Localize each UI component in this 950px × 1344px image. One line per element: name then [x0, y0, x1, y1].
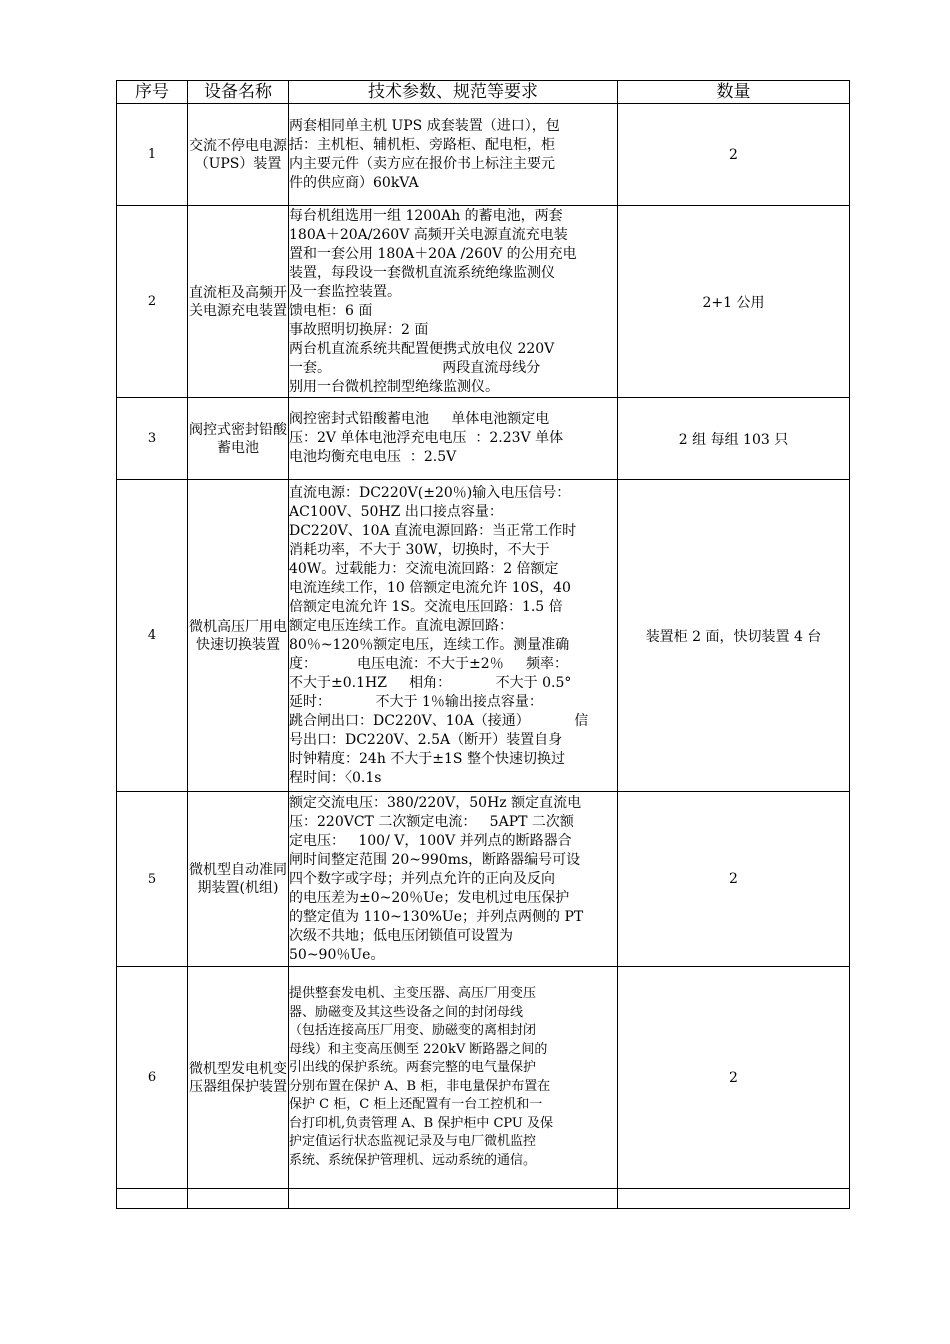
spec-line: 直流电源：DC220V(±20％)输入电压信号： [289, 484, 571, 501]
empty-cell [289, 1189, 618, 1209]
spec-line: 台打印机,负责管理 A、B 保护柜中 CPU 及保 [289, 1115, 554, 1131]
spec-line: 每台机组选用一组 1200Ah 的蓄电池，两套 [289, 207, 563, 224]
spec-line: 号出口：DC220V、2.5A（断开）装置自身 [289, 731, 563, 748]
spec-line: 50~90％Ue。 [289, 946, 385, 963]
spec-line: 引出线的保护系统。两套完整的电气量保护 [289, 1060, 537, 1075]
spec-line: 保护 C 柜，C 柜上还配置有一台工控机和一 [289, 1097, 543, 1112]
quantity: 2 [618, 104, 850, 206]
equipment-name: 阀控式密封铅酸蓄电池 [188, 398, 289, 480]
spec-line: 馈电柜：6 面 [289, 302, 373, 319]
spec-line: 80％~120％额定电压，连续工作。测量准确 [289, 636, 570, 653]
spec-line: （包括连接高压厂用变、励磁变的离相封闭 [289, 1023, 537, 1038]
spec-line: 不大于±0.1HZ 相角： 不大于 0.5° [289, 674, 572, 691]
spec-line: 延时： 不大于 1％输出接点容量： [289, 693, 543, 710]
spec-line: 内主要元件（卖方应在报价书上标注主要元 [289, 155, 555, 172]
quantity: 2+1 公用 [618, 206, 850, 398]
equipment-name: 直流柜及高频开关电源充电装置 [188, 206, 289, 398]
spec-line: 母线）和主变高压侧至 220kV 断路器之间的 [289, 1041, 548, 1057]
header-spec: 技术参数、规范等要求 [289, 81, 618, 104]
spec-line: 180A＋20A/260V 高频开关电源直流充电装 [289, 226, 568, 243]
spec-line: 置和一套公用 180A＋20A /260V 的公用充电 [289, 245, 577, 262]
spec-line: 次级不共地；低电压闭锁值可设置为 [289, 927, 513, 944]
spec-text [289, 206, 618, 398]
spec-line: 事故照明切换屏：2 面 [289, 321, 429, 338]
spec-line: 40W。过载能力：交流电流回路：2 倍额定 [289, 560, 559, 577]
row-number: 1 [117, 104, 188, 206]
spec-line: 度： 电压电流：不大于±2％ 频率： [289, 655, 568, 672]
spec-line: 及一套监控装置。 [289, 283, 401, 300]
spec-line: 一套。 两段直流母线分 [289, 359, 541, 376]
spec-line: 两套相同单主机 UPS 成套装置（进口），包 [289, 117, 560, 134]
spec-text [289, 104, 618, 206]
spec-text [289, 967, 618, 1189]
empty-cell [618, 1189, 850, 1209]
spec-line: 器、励磁变及其这些设备之间的封闭母线 [289, 1004, 524, 1020]
spec-line: 件的供应商）60kVA [289, 174, 419, 191]
spec-line: 括：主机柜、辅机柜、旁路柜、配电柜，柜 [289, 136, 555, 153]
row-number: 4 [117, 480, 188, 792]
spec-line: 电流连续工作，10 倍额定电流允许 10S，40 [289, 579, 571, 596]
spec-line: 装置，每段设一套微机直流系统绝缘监测仪 [289, 264, 555, 281]
spec-line: 护定值运行状态监视记录及与电厂微机监控 [289, 1134, 537, 1149]
table-row [117, 480, 850, 792]
header-no: 序号 [117, 81, 188, 104]
table-row [117, 792, 850, 967]
equipment-name: 交流不停电电源（UPS）装置 [188, 104, 289, 206]
spec-line: 别用一台微机控制型绝缘监测仪。 [289, 378, 499, 395]
spec-line: 的整定值为 110~130%Ue；并列点两侧的 PT [289, 908, 584, 925]
equipment-name: 微机型自动准同期装置(机组) [188, 792, 289, 967]
spec-line: 额定电压连续工作。直流电源回路： [289, 617, 513, 634]
spec-line: 的电压差为±0~20％Ue；发电机过电压保护 [289, 889, 570, 906]
quantity: 装置柜 2 面，快切装置 4 台 [618, 480, 850, 792]
spec-text [289, 398, 618, 480]
equipment-name: 微机高压厂用电快速切换装置 [188, 480, 289, 792]
row-number: 3 [117, 398, 188, 480]
spec-line: 电池均衡充电电压 ：2.5V [289, 449, 457, 465]
spec-text [289, 480, 618, 792]
spec-line: 系统、系统保护管理机、远动系统的通信。 [289, 1152, 537, 1168]
spec-line: 提供整套发电机、主变压器、高压厂用变压 [289, 986, 537, 1001]
spec-line: 程时间：〈0.1s [289, 769, 382, 786]
spec-line: 压：220VCT 二次额定电流： 5APT 二次额 [289, 813, 574, 830]
row-number: 6 [117, 967, 188, 1189]
spec-line: DC220V、10A 直流电源回路：当正常工作时 [289, 522, 577, 539]
spec-line: 额定交流电压：380/220V，50Hz 额定直流电 [289, 794, 582, 811]
spec-line: 两台机直流系统共配置便携式放电仪 220V [289, 340, 555, 357]
empty-cell [188, 1189, 289, 1209]
spec-line: 跳合闸出口：DC220V、10A（接通） 信 [289, 712, 589, 729]
header-name: 设备名称 [188, 81, 289, 104]
empty-cell [117, 1189, 188, 1209]
spec-line: 阀控密封式铅酸蓄电池 单体电池额定电 [289, 411, 550, 427]
header-qty: 数量 [618, 81, 850, 104]
table-row-empty [117, 1189, 850, 1209]
spec-text [289, 792, 618, 967]
spec-line: AC100V、50HZ 出口接点容量： [289, 503, 503, 520]
spec-line: 闸时间整定范围 20~990ms，断路器编号可设 [289, 851, 581, 868]
quantity: 2 [618, 967, 850, 1189]
table-row [117, 967, 850, 1189]
spec-line: 倍额定电流允许 1S。交流电压回路：1.5 倍 [289, 598, 563, 615]
quantity: 2 组 每组 103 只 [618, 398, 850, 480]
spec-line: 四个数字或字母；并列点允许的正向及反向 [289, 870, 555, 887]
spec-line: 分别布置在保护 A、B 柜，非电量保护布置在 [289, 1078, 551, 1094]
equipment-name: 微机型发电机变压器组保护装置 [188, 967, 289, 1189]
table-row [117, 104, 850, 206]
table-header-row [117, 81, 850, 104]
quantity: 2 [618, 792, 850, 967]
spec-line: 时钟精度：24h 不大于±1S 整个快速切换过 [289, 750, 565, 767]
table-row [117, 206, 850, 398]
spec-line: 消耗功率，不大于 30W，切换时，不大于 [289, 541, 550, 558]
spec-line: 定电压： 100/ V，100V 并列点的断路器合 [289, 832, 572, 849]
equipment-spec-table [116, 80, 850, 1209]
row-number: 2 [117, 206, 188, 398]
row-number: 5 [117, 792, 188, 967]
table-row [117, 398, 850, 480]
spec-line: 压：2V 单体电池浮充电电压 ：2.23V 单体 [289, 430, 564, 446]
